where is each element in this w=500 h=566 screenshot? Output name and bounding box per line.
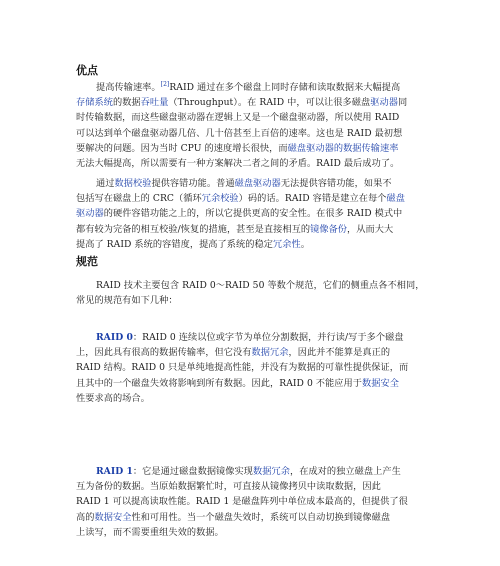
- text-span: 包括写在磁盘上的 CRC（循环: [76, 193, 202, 205]
- paragraph-raid0: [76, 330, 428, 406]
- text-span: ，在成对的独立磁盘上产生: [289, 466, 401, 477]
- text-line: [76, 376, 428, 391]
- paragraph-fault-tolerance: [76, 176, 428, 252]
- text-span: 性和可用性。当一个磁盘失效时，系统可以自动切换到镜像磁盘: [131, 511, 391, 523]
- text-span: 的数据: [112, 97, 141, 109]
- text-line: [76, 206, 428, 221]
- text-line: RAID 结构。RAID 0 只是单纯地提高性能，并没有为数据的可靠性提供保证，而: [76, 362, 409, 374]
- text-span: 提供容错功能。普通: [151, 178, 235, 189]
- text-span: 要解决的问题。因为当时 CPU 的速度增长很快，而: [76, 142, 288, 154]
- link-storage-system[interactable]: 存储系统: [76, 97, 113, 109]
- raid0-label: RAID 0: [96, 332, 133, 343]
- text-line: [76, 80, 428, 95]
- link-redundancy[interactable]: 冗余性: [272, 238, 301, 250]
- text-span: 同: [397, 97, 408, 109]
- link-disk[interactable]: 磁盘: [386, 193, 405, 205]
- text-line: 性要求高的场合。: [76, 392, 150, 404]
- link-data-redundancy[interactable]: 数据冗余: [251, 347, 289, 359]
- text-span: 。: [300, 238, 310, 250]
- text-line: [76, 176, 428, 191]
- link-drive[interactable]: 驱动器: [370, 97, 398, 109]
- text-line: [76, 345, 428, 360]
- text-span: ：它是通过磁盘数据镜像实现: [132, 466, 254, 477]
- text-line: 可以达到单个磁盘驱动器几倍、几十倍甚至上百倍的速率。这也是 RAID 最初想: [76, 127, 403, 139]
- text-line: 上读写，而不需要重组失效的数据。: [76, 526, 224, 538]
- text-span: （Throughput）。在 RAID 中，可以让很多磁盘: [168, 97, 371, 109]
- text-line: 无法大幅提高，所以需要有一种方案解决二者之间的矛盾。RAID 最后成功了。: [76, 158, 400, 170]
- text-span: 通过: [96, 178, 115, 189]
- text-line: [76, 237, 428, 252]
- raid1-label: RAID 1: [96, 466, 133, 477]
- link-throughput[interactable]: 吞吐量: [140, 97, 169, 109]
- text-line: 互为备份的数据。当原始数据繁忙时，可直接从镜像拷贝中读取数据，因此: [76, 481, 381, 493]
- text-span: 上，因此具有很高的数据传输率，但它没有: [76, 347, 252, 359]
- link-disk-transfer-rate[interactable]: 磁盘驱动器的数据传输速率: [287, 142, 399, 154]
- link-data-verification[interactable]: 数据校验: [114, 178, 152, 189]
- link-data-security-2[interactable]: 数据安全: [94, 511, 132, 523]
- text-span: RAID 通过在多个磁盘上同时存储和读取数据来大幅提高: [169, 82, 401, 93]
- paragraph-transfer-rate: [76, 80, 428, 171]
- text-line: RAID 1 可以提高读取性能。RAID 1 是磁盘阵列中单位成本最高的，但提供了很: [76, 496, 408, 508]
- text-span: 的硬件容错功能之上的，所以它提供更高的安全性。在很多 RAID 模式中: [103, 208, 403, 220]
- text-span: ，因此并不能算是真正的: [288, 347, 391, 359]
- text-span: 高的: [76, 511, 95, 523]
- text-line: [76, 95, 428, 110]
- text-line: RAID 技术主要包含 RAID 0～RAID 50 等数个规范，它们的侧重点各不相同，: [96, 280, 425, 291]
- link-drive-2[interactable]: 驱动器: [76, 208, 104, 220]
- link-data-security[interactable]: 数据安全: [362, 377, 399, 389]
- link-redundancy-check[interactable]: 冗余校验: [201, 193, 239, 205]
- text-span: ，从而大大: [347, 223, 394, 235]
- text-line: 时传输数据，而这些磁盘驱动器在逻辑上又是一个磁盘驱动器，所以使用 RAID: [76, 112, 400, 124]
- link-disk-drive[interactable]: 磁盘驱动器: [234, 178, 281, 189]
- text-line: [76, 191, 428, 206]
- link-data-redundancy-2[interactable]: 数据冗余: [253, 466, 290, 477]
- text-line: [76, 464, 428, 479]
- text-span: 无法提供容错功能，如果不: [280, 178, 392, 189]
- text-span: 都有较为完备的相互校验/恢复的措施，甚至是直接相互的: [76, 223, 311, 235]
- text-line: [76, 222, 428, 237]
- text-line: [76, 141, 428, 156]
- paragraph-raid1: [76, 464, 428, 540]
- heading-specifications: 规范: [76, 255, 98, 268]
- text-span: 且其中的一个磁盘失效将影响到所有数据。因此，RAID 0 不能应用于: [76, 377, 362, 389]
- text-line: [76, 510, 428, 525]
- paragraph-spec-intro: [76, 278, 428, 308]
- text-span: 提高了 RAID 系统的容错度，提高了系统的稳定: [76, 238, 273, 250]
- citation-link[interactable]: [2]: [160, 80, 170, 88]
- text-span: ）码的话。RAID 容错是建立在每个: [238, 193, 387, 205]
- link-mirror-backup[interactable]: 镜像备份: [310, 223, 348, 235]
- text-span: ：RAID 0 连续以位或字节为单位分割数据，并行读/写于多个磁盘: [132, 332, 404, 343]
- text-line: 常见的规范有如下几种：: [76, 295, 178, 307]
- text-span: 提高传输速率。: [96, 82, 161, 93]
- heading-advantages: 优点: [76, 64, 98, 77]
- text-line: [76, 330, 428, 345]
